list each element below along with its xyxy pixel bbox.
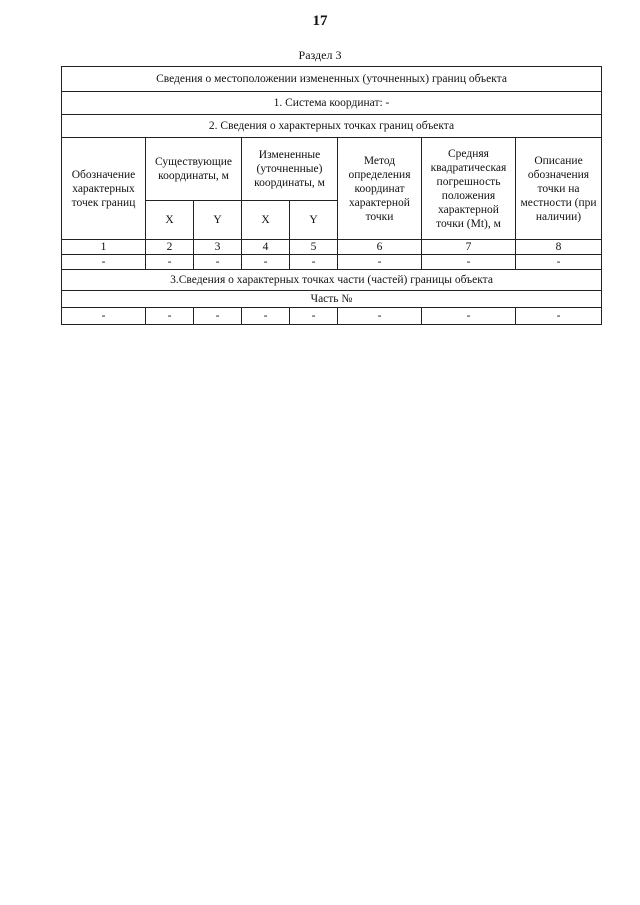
table-cell: -: [338, 255, 422, 270]
coord-system: 1. Система координат: -: [62, 92, 602, 115]
page-number: 17: [312, 13, 328, 29]
table-row: [62, 308, 602, 325]
column-number: 1: [62, 240, 146, 255]
column-number: 8: [516, 240, 602, 255]
header-changed-y: Y: [290, 201, 338, 240]
table-cell: -: [62, 308, 146, 325]
boundary-points-table: [61, 66, 602, 325]
table-cell: -: [290, 255, 338, 270]
header-description: Описание обозначения точки на местности (при наличии): [516, 138, 602, 240]
table-cell: -: [422, 308, 516, 325]
table-cell: -: [290, 308, 338, 325]
subsection-2-row: [62, 115, 602, 138]
subsection-3-row: [62, 270, 602, 291]
header-error: Средняя квадратическая погрешность положения характерной точки (Mt), м: [422, 138, 516, 240]
table-cell: -: [62, 255, 146, 270]
column-number: 2: [146, 240, 194, 255]
part-label: Часть №: [62, 291, 602, 308]
header-changed-coords: Измененные (уточненные) координаты, м: [242, 138, 338, 201]
header-method: Метод определения координат характерной точки: [338, 138, 422, 240]
table-cell: -: [242, 255, 290, 270]
table-title-row: [62, 67, 602, 92]
table-cell: -: [338, 308, 422, 325]
table-cell: -: [194, 308, 242, 325]
column-number: 4: [242, 240, 290, 255]
table-cell: -: [146, 255, 194, 270]
subsection-3-title: 3.Сведения о характерных точках части (частей) границы объекта: [62, 270, 602, 291]
column-number: 6: [338, 240, 422, 255]
table-cell: -: [194, 255, 242, 270]
table-cell: -: [146, 308, 194, 325]
header-existing-x: X: [146, 201, 194, 240]
subsection-2-title: 2. Сведения о характерных точках границ объекта: [62, 115, 602, 138]
table-title: Сведения о местоположении измененных (уточненных) границ объекта: [62, 67, 602, 92]
column-number: 5: [290, 240, 338, 255]
table-cell: -: [516, 308, 602, 325]
section-label: Раздел 3: [298, 48, 342, 62]
coord-system-row: [62, 92, 602, 115]
column-number: 3: [194, 240, 242, 255]
part-label-row: [62, 291, 602, 308]
header-existing-coords: Существующие координаты, м: [146, 138, 242, 201]
header-changed-x: X: [242, 201, 290, 240]
column-number: 7: [422, 240, 516, 255]
header-existing-y: Y: [194, 201, 242, 240]
table-cell: -: [242, 308, 290, 325]
header-designation: Обозначение характерных точек границ: [62, 138, 146, 240]
header-row: [62, 138, 602, 201]
table-cell: -: [422, 255, 516, 270]
column-numbers-row: [62, 240, 602, 255]
table-cell: -: [516, 255, 602, 270]
table-row: [62, 255, 602, 270]
